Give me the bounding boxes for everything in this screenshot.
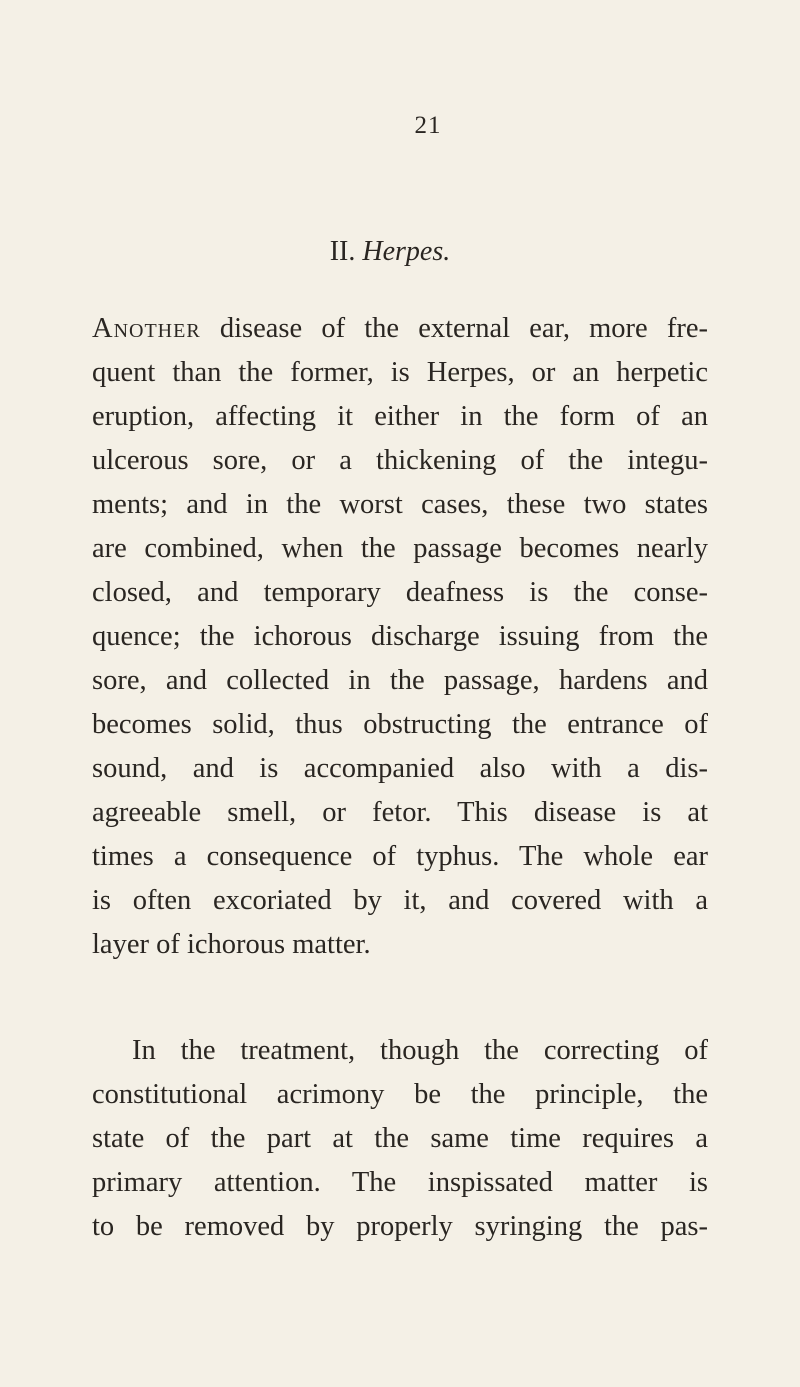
paragraph-line	[92, 310, 708, 348]
paragraph-line: closed, and temporary deafness is the conse-	[92, 577, 708, 608]
paragraph-line: quent than the former, is Herpes, or an herpetic	[92, 357, 708, 388]
paragraph-line: layer of ichorous matter.	[92, 929, 371, 960]
paragraph-line: eruption, affecting it either in the form of an	[92, 401, 708, 432]
paragraph-line: are combined, when the passage becomes nearly	[92, 533, 708, 564]
paragraph-line: becomes solid, thus obstructing the entrance of	[92, 709, 708, 740]
paragraph-line: constitutional acrimony be the principle, the	[92, 1079, 708, 1110]
paragraph-line: is often excoriated by it, and covered with a	[92, 885, 708, 916]
paragraph-line: primary attention. The inspissated matter is	[92, 1167, 708, 1198]
paragraph-line: In the treatment, though the correcting of	[132, 1035, 708, 1066]
section-numeral: II.	[329, 236, 356, 267]
paragraph-line: sound, and is accompanied also with a dis-	[92, 753, 708, 784]
paragraph-line: quence; the ichorous discharge issuing from the	[92, 621, 708, 652]
paragraph-line: to be removed by properly syringing the pas-	[92, 1211, 708, 1242]
paragraph-line: times a consequence of typhus. The whole ear	[92, 841, 708, 872]
page-number: 21	[414, 112, 442, 139]
paragraph-line: agreeable smell, or fetor. This disease is at	[92, 797, 708, 828]
section-heading	[0, 236, 790, 268]
lead-word: Another	[92, 313, 201, 344]
paragraph-line: ments; and in the worst cases, these two states	[92, 489, 708, 520]
section-title: Herpes.	[362, 236, 451, 267]
line-text: disease of the external ear, more fre-	[200, 313, 708, 344]
paragraph-line: state of the part at the same time requires a	[92, 1123, 708, 1154]
paragraph-line: ulcerous sore, or a thickening of the integu-	[92, 445, 708, 476]
paragraph-line: sore, and collected in the passage, hardens and	[92, 665, 708, 696]
